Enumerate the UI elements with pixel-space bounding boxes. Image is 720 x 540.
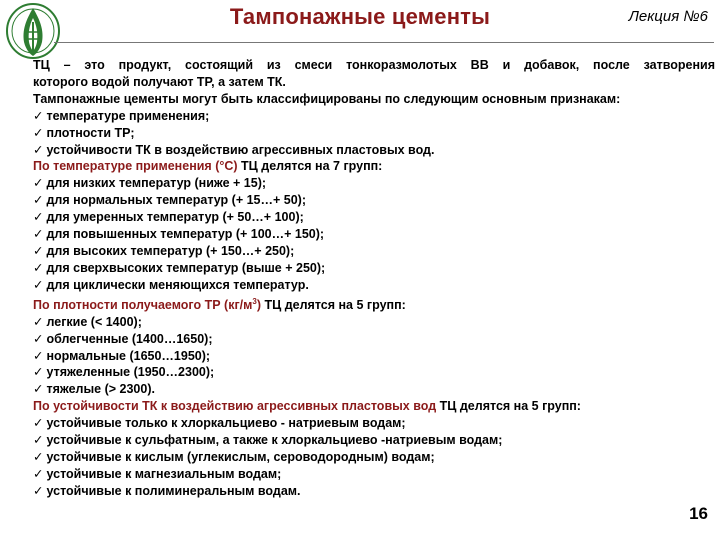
checkmark-icon: ✓ (33, 466, 44, 481)
checkmark-icon: ✓ (33, 314, 44, 329)
list-item: ✓ для нормальных температур (+ 15…+ 50); (33, 193, 307, 208)
resistance-heading: По устойчивости ТК к воздействию агрессивных пластовых вод ТЦ делятся на 5 групп: (33, 399, 581, 414)
list-item: ✓ устойчивые к сульфатным, а также к хлоркальциево -натриевым водам; (33, 433, 503, 448)
checkmark-icon: ✓ (33, 382, 44, 397)
list-item: ✓ для умеренных температур (+ 50…+ 100); (33, 210, 304, 225)
slide-title: Тампонажные цементы (229, 4, 491, 29)
list-item: ✓ устойчивые к кислым (углекислым, сероводородным) водам; (33, 450, 435, 464)
density-list (33, 314, 715, 399)
list-item: ✓ для циклически меняющихся температур. (33, 277, 309, 292)
list-item: ✓ устойчивые к магнезиальным водам; (33, 466, 282, 481)
list-item: ✓ для низких температур (ниже + 15); (33, 176, 267, 191)
checkmark-icon: ✓ (33, 483, 44, 498)
checkmark-icon: ✓ (33, 210, 44, 225)
list-item: ✓ плотности ТР; (33, 125, 135, 140)
checkmark-icon: ✓ (33, 243, 44, 258)
slide-content (33, 57, 715, 500)
list-item: ✓ устойчивые к полиминеральным водам. (33, 483, 301, 498)
checkmark-icon: ✓ (33, 433, 44, 448)
checkmark-icon: ✓ (33, 277, 44, 292)
intro-line-2: которого водой получают ТР, а затем ТК. (33, 74, 286, 89)
list-item: ✓ для сверхвысоких температур (выше + 250); (33, 260, 326, 275)
resistance-list (33, 415, 715, 500)
page-number: 16 (689, 504, 708, 523)
intro-line-1: ТЦ – это продукт, состоящий из смеси тонкоразмолотых ВВ и добавок, после затворения (33, 58, 715, 72)
checkmark-icon: ✓ (33, 260, 44, 275)
list-item: ✓ устойчивые только к хлоркальциево - натриевым водам; (33, 416, 406, 431)
list-item: ✓ легкие (< 1400); (33, 314, 142, 329)
checkmark-icon: ✓ (33, 450, 44, 464)
checkmark-icon: ✓ (33, 227, 44, 242)
list-item: ✓ температуре применения; (33, 108, 210, 123)
list-item: ✓ нормальные (1650…1950); (33, 348, 211, 363)
density-heading: По плотности получаемого ТР $(кг/м^3)$ ТЦ делятся на 5 групп: (33, 296, 406, 312)
list-item: ✓ облегченные (1400…1650); (33, 331, 213, 346)
list-item: ✓ утяжеленные (1950…2300); (33, 365, 215, 380)
checkmark-icon: ✓ (33, 142, 44, 157)
checkmark-icon: ✓ (33, 176, 44, 191)
lecture-label: Лекция №6 (628, 8, 708, 25)
checkmark-icon: ✓ (33, 416, 44, 431)
checkmark-icon: ✓ (33, 125, 44, 140)
criteria-list (33, 108, 715, 159)
checkmark-icon: ✓ (33, 365, 44, 380)
checkmark-icon: ✓ (33, 193, 44, 208)
list-item: ✓ тяжелые (> 2300). (33, 382, 155, 397)
checkmark-icon: ✓ (33, 348, 44, 363)
temperature-list (33, 175, 715, 293)
list-item: ✓ для повышенных температур (+ 100…+ 150); (33, 227, 325, 242)
header-divider (54, 42, 714, 43)
list-item: ✓ для высоких температур (+ 150…+ 250); (33, 243, 295, 258)
list-item: ✓ устойчивости ТК в воздействию агрессивных пластовых вод. (33, 142, 435, 157)
checkmark-icon: ✓ (33, 331, 44, 346)
checkmark-icon: ✓ (33, 108, 44, 123)
intro-line-3: Тампонажные цементы могут быть классифицированы по следующим основным признакам: (33, 91, 621, 106)
temperature-heading: По температуре применения (°С) ТЦ делятся на 7 групп: (33, 159, 383, 174)
